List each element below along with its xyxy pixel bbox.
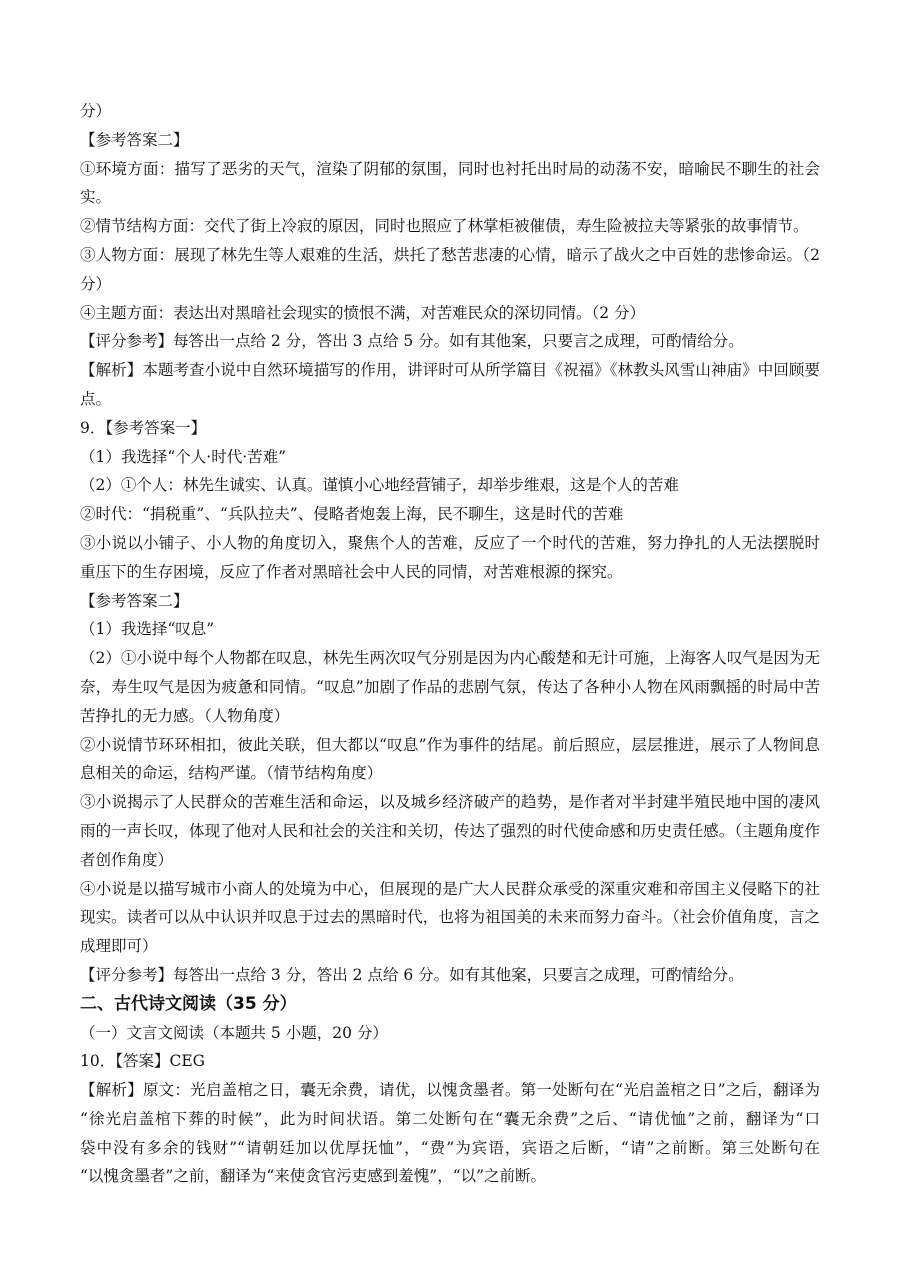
answer-text-body: [80, 97, 820, 1191]
text-line: ②时代：“捐税重”、“兵队拉夫”、侵略者炮轰上海，民不聊生，这是时代的苦难: [80, 505, 624, 524]
text-line: 者创作角度）: [80, 850, 174, 869]
text-line: 10．【答案】CEG: [80, 1052, 206, 1071]
text-line: 现实。读者可以从中认识并叹息于过去的黑暗时代，也将为祖国美的未来而努力奋斗。（社会价值角度，言之: [80, 908, 820, 927]
text-line: 【参考答案二】: [80, 130, 189, 149]
text-line: 奈，寿生叹气是因为疲惫和同情。“叹息”加剧了作品的悲剧气氛，传达了各种小人物在风雨飘摇的时局中苦: [80, 677, 820, 696]
text-line: ①环境方面：描写了恶劣的天气，渲染了阴郁的氛围，同时也衬托出时局的动荡不安，暗喻民不聊生的社会: [80, 159, 820, 178]
text-line: “以愧贪墨者”之前，翻译为“来使贪官污吏感到羞愧”，“以”之前断。: [80, 1167, 547, 1186]
text-line: “徐光启盖棺下葬的时候”，此为时间状语。第二处断句在“囊无余费”之后、“请优恤”之前，翻译为“口: [80, 1109, 820, 1128]
text-line: ④主题方面：表达出对黑暗社会现实的愤恨不满，对苦难民众的深切同情。（2 分）: [80, 303, 646, 322]
text-line: ③小说以小铺子、小人物的角度切入，聚焦个人的苦难，反应了一个时代的苦难，努力挣扎的人无法摆脱时: [80, 533, 820, 552]
text-line: 息相关的命运，结构严谨。（情节结构角度）: [80, 764, 383, 783]
text-line: 【评分参考】每答出一点给 3 分，答出 2 点给 6 分。如有其他案，只要言之成理，可酌情给分。: [80, 965, 744, 984]
text-line: （1）我选择“个人·时代·苦难”: [80, 447, 287, 466]
text-line: 分）: [80, 274, 112, 293]
text-line: 【评分参考】每答出一点给 2 分，答出 3 点给 5 分。如有其他案，只要言之成理，可酌情给分。: [80, 332, 744, 351]
text-line: 【参考答案二】: [80, 591, 189, 610]
text-line: 【解析】原文：光启盖棺之日，囊无余费，请优，以愧贪墨者。第一处断句在“光启盖棺之日”之后，翻译为: [80, 1081, 820, 1100]
text-line: （2）①个人：林先生诚实、认真。谨慎小心地经营铺子，却举步维艰，这是个人的苦难: [80, 476, 679, 495]
text-line: （1）我选择“叹息”: [80, 620, 215, 639]
text-line: （2）①小说中每个人物都在叹息，林先生两次叹气分别是因为内心酸楚和无计可施，上海客人叹气是因为无: [80, 649, 820, 668]
text-line: 雨的一声长叹，体现了他对人民和社会的关注和关切，传达了强烈的时代使命感和历史责任感。（主题角度作: [80, 821, 820, 840]
text-line: 苦挣扎的无力感。（人物角度）: [80, 706, 290, 725]
text-line: 成理即可）: [80, 937, 158, 956]
text-line: ③小说揭示了人民群众的苦难生活和命运，以及城乡经济破产的趋势，是作者对半封建半殖民地中国的凄风: [80, 793, 820, 812]
text-line: 【解析】本题考查小说中自然环境描写的作用，讲评时可从所学篇目《祝福》《林教头风雪山神庙》中回顾要: [80, 361, 820, 380]
text-line: 分）: [80, 102, 112, 120]
text-line: 袋中没有多余的钱财”“请朝廷加以优厚抚恤”，“费”为宾语，宾语之后断，“请”之前断。第三处断句在: [80, 1138, 820, 1157]
text-line: ②小说情节环环相扣，彼此关联，但大都以“叹息”作为事件的结尾。前后照应，层层推进，展示了人物间息: [80, 735, 820, 754]
text-line: ②情节结构方面：交代了街上冷寂的原因，同时也照应了林掌柜被催债，寿生险被拉夫等紧张的故事情节。: [80, 217, 809, 236]
text-line: （一）文言文阅读（本题共 5 小题，20 分）: [80, 1023, 388, 1042]
section-heading: 二、古代诗文阅读（35 分）: [80, 993, 297, 1014]
text-line: ③人物方面：展现了林先生等人艰难的生活，烘托了愁苦悲凄的心情，暗示了战火之中百姓的悲惨命运。（2: [80, 245, 820, 264]
text-line: 点。: [80, 389, 112, 408]
text-line: 9．【参考答案一】: [80, 418, 207, 437]
text-line: ④小说是以描写城市小商人的处境为中心，但展现的是广大人民群众承受的深重灾难和帝国主义侵略下的社: [80, 879, 820, 898]
text-line: 实。: [80, 188, 112, 207]
text-line: 重压下的生存困境，反应了作者对黑暗社会中人民的同情，对苦难根源的探究。: [80, 562, 623, 581]
